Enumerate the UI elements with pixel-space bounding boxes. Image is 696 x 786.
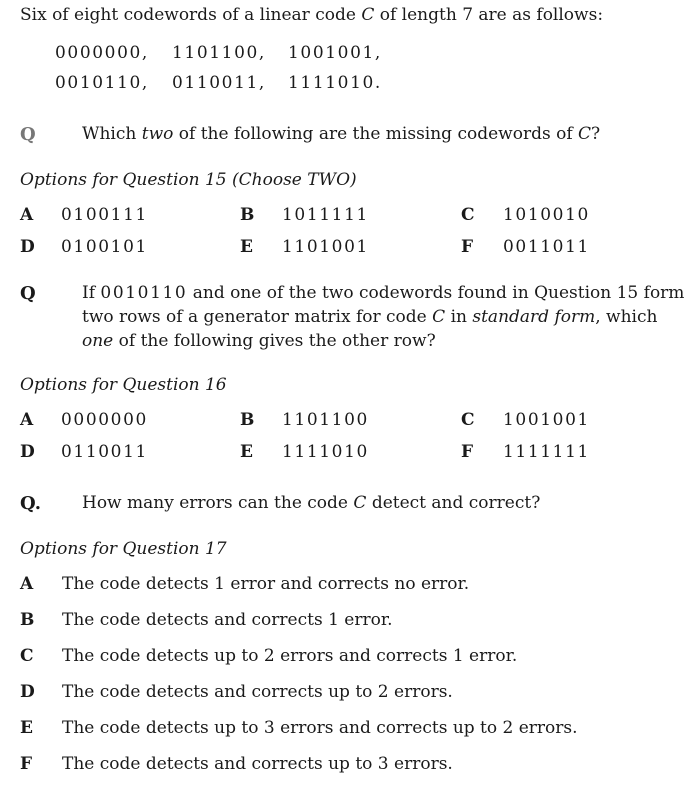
q16-option-e-letter: E (240, 442, 253, 462)
q16-option-d-letter: D (20, 442, 35, 462)
q15-option-f-letter: F (461, 237, 474, 257)
intro-post: of length 7 are as follows: (379, 5, 604, 25)
codeword-4: 0010110, (55, 73, 149, 93)
codeword-3: 1001001, (288, 43, 382, 63)
q15-text-c: ? (591, 124, 601, 144)
q15-option-e-letter: E (240, 237, 253, 257)
q16-l2-it: standard form (472, 307, 596, 327)
q16-l1-b: and one of the two codewords found in Question 15 form (192, 283, 685, 303)
q17-option-e-text[interactable]: The code detects up to 3 errors and corrects up to 2 errors. (62, 718, 578, 738)
q16-option-c-value[interactable]: 1001001 (503, 410, 590, 430)
q17-option-f-text[interactable]: The code detects and corrects up to 3 errors. (62, 754, 453, 774)
intro-pre: Six of eight codewords of a linear code (20, 5, 356, 25)
q16-l2-c: , which (595, 307, 658, 327)
q16-option-b-value[interactable]: 1101100 (282, 410, 369, 430)
q17-option-a-letter: A (20, 574, 34, 594)
q15-text (82, 124, 600, 144)
q17-option-e-letter: E (20, 718, 33, 738)
q17-option-c-text[interactable]: The code detects up to 2 errors and corrects 1 error. (62, 646, 518, 666)
q17-option-b-text[interactable]: The code detects and corrects 1 error. (62, 610, 393, 630)
q15-option-c-value[interactable]: 1010010 (503, 205, 590, 225)
q15-text-var: C (578, 124, 592, 144)
q15-option-d-value[interactable]: 0100101 (61, 237, 148, 257)
q16-option-f-value[interactable]: 1111111 (503, 442, 590, 462)
q16-l3-b: of the following gives the other row? (118, 331, 436, 351)
q16-option-f-letter: F (461, 442, 474, 462)
q16-l1-a: If (82, 283, 96, 303)
q17-text-a: How many errors can the code (82, 493, 348, 513)
q17-text-b: detect and correct? (371, 493, 541, 513)
q15-option-c-letter: C (461, 205, 475, 225)
q17-option-d-letter: D (20, 682, 35, 702)
q16-l2-var: C (432, 307, 446, 327)
q17-option-a-text[interactable]: The code detects 1 error and corrects no error. (62, 574, 470, 594)
q17-text (82, 493, 540, 513)
codeword-6: 1111010. (288, 73, 382, 93)
q15-option-b-value[interactable]: 1011111 (282, 205, 369, 225)
q15-option-a-letter: A (20, 205, 34, 225)
q16-option-c-letter: C (461, 410, 475, 430)
q17-option-f-letter: F (20, 754, 33, 774)
intro-var: C (361, 5, 375, 25)
q15-option-f-value[interactable]: 0011011 (503, 237, 590, 257)
q16-l2-b: in (450, 307, 467, 327)
q17-label: Q. (20, 493, 42, 514)
q16-option-e-value[interactable]: 1111010 (282, 442, 369, 462)
q16-text-line1 (82, 283, 684, 303)
q15-option-a-value[interactable]: 0100111 (61, 205, 148, 225)
q17-option-b-letter: B (20, 610, 35, 630)
codeword-5: 0110011, (172, 73, 266, 93)
q16-text-line2 (82, 307, 657, 327)
q16-text-line3 (82, 331, 436, 351)
q16-option-a-value[interactable]: 0000000 (61, 410, 148, 430)
q16-label: Q (20, 283, 36, 304)
q17-option-c-letter: C (20, 646, 34, 666)
q16-options-heading: Options for Question 16 (20, 375, 227, 395)
q16-option-d-value[interactable]: 0110011 (61, 442, 148, 462)
q17-options-heading: Options for Question 17 (20, 539, 227, 559)
q15-option-d-letter: D (20, 237, 35, 257)
codeword-1: 0000000, (55, 43, 149, 63)
q16-option-b-letter: B (240, 410, 255, 430)
q16-l3-it: one (82, 331, 114, 351)
q17-option-d-text[interactable]: The code detects and corrects up to 2 errors. (62, 682, 453, 702)
q15-text-it: two (141, 124, 174, 144)
q16-l1-code: 0010110 (100, 283, 188, 303)
codeword-2: 1101100, (172, 43, 266, 63)
q15-option-e-value[interactable]: 1101001 (282, 237, 369, 257)
q15-text-a: Which (82, 124, 137, 144)
q15-text-b: of the following are the missing codewords of (178, 124, 573, 144)
q15-option-b-letter: B (240, 205, 255, 225)
q16-option-a-letter: A (20, 410, 34, 430)
intro-text (20, 5, 603, 25)
q15-label: Q (20, 124, 36, 145)
q17-text-var: C (353, 493, 367, 513)
q15-options-heading: Options for Question 15 (Choose TWO) (20, 170, 357, 190)
q16-l2-a: two rows of a generator matrix for code (82, 307, 427, 327)
